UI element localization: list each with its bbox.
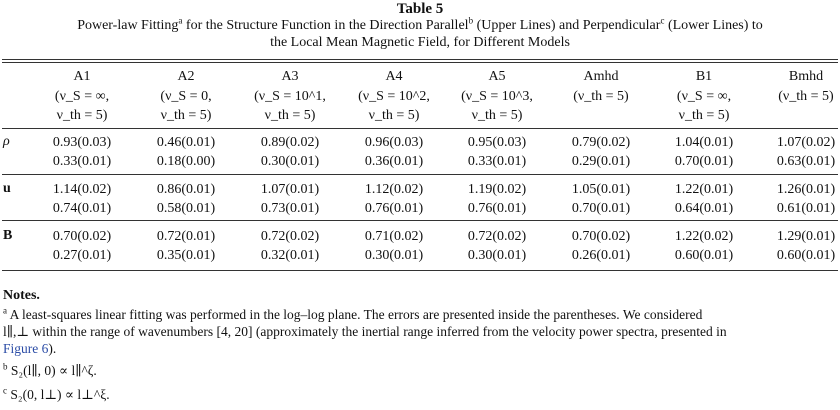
table-cell-lower: 0.26(0.01) bbox=[571, 248, 631, 263]
column-header-line2: (ν_th = 5) bbox=[778, 89, 834, 104]
note-a bbox=[3, 306, 837, 357]
table-cell-lower: 0.33(0.01) bbox=[52, 154, 112, 169]
table-cell-lower: 0.76(0.01) bbox=[364, 201, 424, 216]
caption-line-2: the Local Mean Magnetic Field, for Different Models bbox=[270, 35, 570, 50]
table-cell-upper: 0.96(0.03) bbox=[364, 135, 424, 150]
note-a-text-3-end: ). bbox=[48, 341, 57, 356]
column-header-name: Bmhd bbox=[788, 69, 824, 84]
table-cell-lower: 0.58(0.01) bbox=[156, 201, 216, 216]
column-header-line3: ν_th = 5) bbox=[264, 108, 316, 123]
note-c-marker: c bbox=[3, 385, 7, 396]
table-cell-upper: 1.04(0.01) bbox=[674, 135, 734, 150]
table-cell-upper: 0.72(0.01) bbox=[156, 229, 216, 244]
table-cell-lower: 0.63(0.01) bbox=[776, 154, 836, 169]
table-cell-lower: 0.30(0.01) bbox=[364, 248, 424, 263]
table-cell-lower: 0.74(0.01) bbox=[52, 201, 112, 216]
table-cell-upper: 1.12(0.02) bbox=[364, 182, 424, 197]
table-cell-lower: 0.18(0.00) bbox=[156, 154, 216, 169]
table-cell-upper: 0.72(0.02) bbox=[467, 229, 527, 244]
caption-sup-b: b bbox=[468, 15, 474, 26]
table-cell-upper: 1.07(0.01) bbox=[260, 182, 320, 197]
column-header-line2: (ν_S = 0, bbox=[160, 89, 212, 104]
note-b-text: S₂(l∥, 0) ∝ l∥^ζ. bbox=[10, 363, 97, 378]
column-header-line2: (ν_th = 5) bbox=[573, 89, 629, 104]
caption-part-c: (Upper Lines) and Perpendicular bbox=[473, 18, 661, 33]
row-label: ρ bbox=[3, 134, 10, 149]
table-cell-upper: 1.19(0.02) bbox=[467, 182, 527, 197]
column-header-line3: ν_th = 5) bbox=[160, 108, 212, 123]
column-header-name: A3 bbox=[281, 69, 299, 84]
table-cell-upper: 1.07(0.02) bbox=[776, 135, 836, 150]
caption-sup-a: a bbox=[178, 15, 183, 26]
table-cell-lower: 0.29(0.01) bbox=[571, 154, 631, 169]
table-cell-upper: 1.05(0.01) bbox=[571, 182, 631, 197]
table-cell-lower: 0.36(0.01) bbox=[364, 154, 424, 169]
table-cell-lower: 0.64(0.01) bbox=[674, 201, 734, 216]
figure-6-link[interactable]: Figure 6 bbox=[3, 341, 49, 356]
table-cell-lower: 0.60(0.01) bbox=[674, 248, 734, 263]
column-header-name: B1 bbox=[695, 69, 713, 84]
table-cell-lower: 0.73(0.01) bbox=[260, 201, 320, 216]
note-b-marker: b bbox=[3, 361, 8, 372]
table-cell-upper: 1.22(0.01) bbox=[674, 182, 734, 197]
note-a-text-1: A least-squares linear fitting was performed in the log–log plane. The errors are presented inside the parentheses. We considered bbox=[9, 307, 703, 322]
table-cell-lower: 0.61(0.01) bbox=[776, 201, 836, 216]
column-header-name: A2 bbox=[177, 69, 195, 84]
table-caption bbox=[0, 17, 840, 51]
table-cell-upper: 0.95(0.03) bbox=[467, 135, 527, 150]
notes-title: Notes. bbox=[3, 288, 40, 303]
table-cell-upper: 0.93(0.03) bbox=[52, 135, 112, 150]
column-header-line2: (ν_S = ∞, bbox=[676, 89, 732, 104]
table-cell-upper: 0.71(0.02) bbox=[364, 229, 424, 244]
note-a-marker: a bbox=[3, 305, 7, 316]
row-rule-2 bbox=[2, 220, 838, 221]
table-cell-upper: 0.70(0.02) bbox=[571, 229, 631, 244]
table-cell-upper: 1.26(0.01) bbox=[776, 182, 836, 197]
note-c bbox=[3, 386, 837, 403]
note-a-text-2: l∥,⊥ within the range of wavenumbers [4, 20] (approximately the inertial range inferred from the velocity power spectra, presented in bbox=[3, 324, 727, 339]
table-cell-lower: 0.70(0.01) bbox=[674, 154, 734, 169]
header-rule bbox=[2, 128, 838, 129]
table-cell-lower: 0.76(0.01) bbox=[467, 201, 527, 216]
table-cell-lower: 0.60(0.01) bbox=[776, 248, 836, 263]
table-cell-upper: 0.89(0.02) bbox=[260, 135, 320, 150]
row-rule-1 bbox=[2, 174, 838, 175]
table-cell-upper: 0.70(0.02) bbox=[52, 229, 112, 244]
column-header-name: A1 bbox=[73, 69, 91, 84]
column-header-name: A4 bbox=[385, 69, 403, 84]
caption-part-a: Power-law Fitting bbox=[77, 18, 179, 33]
top-rule-1 bbox=[2, 59, 838, 60]
caption-part-b: for the Structure Function in the Direction Parallel bbox=[182, 18, 469, 33]
top-rule-2 bbox=[2, 62, 838, 63]
table-cell-upper: 1.29(0.01) bbox=[776, 229, 836, 244]
table-cell-lower: 0.70(0.01) bbox=[571, 201, 631, 216]
table-cell-lower: 0.33(0.01) bbox=[467, 154, 527, 169]
column-header-line3: ν_th = 5) bbox=[368, 108, 420, 123]
table-cell-lower: 0.35(0.01) bbox=[156, 248, 216, 263]
table-cell-upper: 0.46(0.01) bbox=[156, 135, 216, 150]
note-c-text: S₂(0, l⊥) ∝ l⊥^ξ. bbox=[10, 387, 110, 402]
table-cell-upper: 0.86(0.01) bbox=[156, 182, 216, 197]
column-header-line2: (ν_S = 10^2, bbox=[358, 89, 430, 104]
column-header-line3: ν_th = 5) bbox=[678, 108, 730, 123]
column-header-line3: ν_th = 5) bbox=[471, 108, 523, 123]
table-cell-lower: 0.30(0.01) bbox=[260, 154, 320, 169]
table-cell-lower: 0.32(0.01) bbox=[260, 248, 320, 263]
column-header-line2: (ν_S = ∞, bbox=[54, 89, 110, 104]
table-label: Table 5 bbox=[396, 1, 444, 17]
table-cell-upper: 1.22(0.02) bbox=[674, 229, 734, 244]
table-cell-lower: 0.30(0.01) bbox=[467, 248, 527, 263]
caption-sup-c: c bbox=[660, 15, 665, 26]
caption-part-d: (Lower Lines) to bbox=[664, 18, 763, 33]
bottom-rule bbox=[2, 270, 838, 271]
row-label: B bbox=[3, 228, 13, 243]
column-header-name: A5 bbox=[488, 69, 506, 84]
row-label: u bbox=[3, 181, 11, 196]
column-header-line3: ν_th = 5) bbox=[56, 108, 108, 123]
table-cell-upper: 0.79(0.02) bbox=[571, 135, 631, 150]
table-cell-upper: 1.14(0.02) bbox=[52, 182, 112, 197]
table-cell-lower: 0.27(0.01) bbox=[52, 248, 112, 263]
column-header-line2: (ν_S = 10^3, bbox=[461, 89, 533, 104]
column-header-name: Amhd bbox=[583, 69, 619, 84]
column-header-line2: (ν_S = 10^1, bbox=[254, 89, 326, 104]
note-b bbox=[3, 362, 837, 379]
table-cell-upper: 0.72(0.02) bbox=[260, 229, 320, 244]
